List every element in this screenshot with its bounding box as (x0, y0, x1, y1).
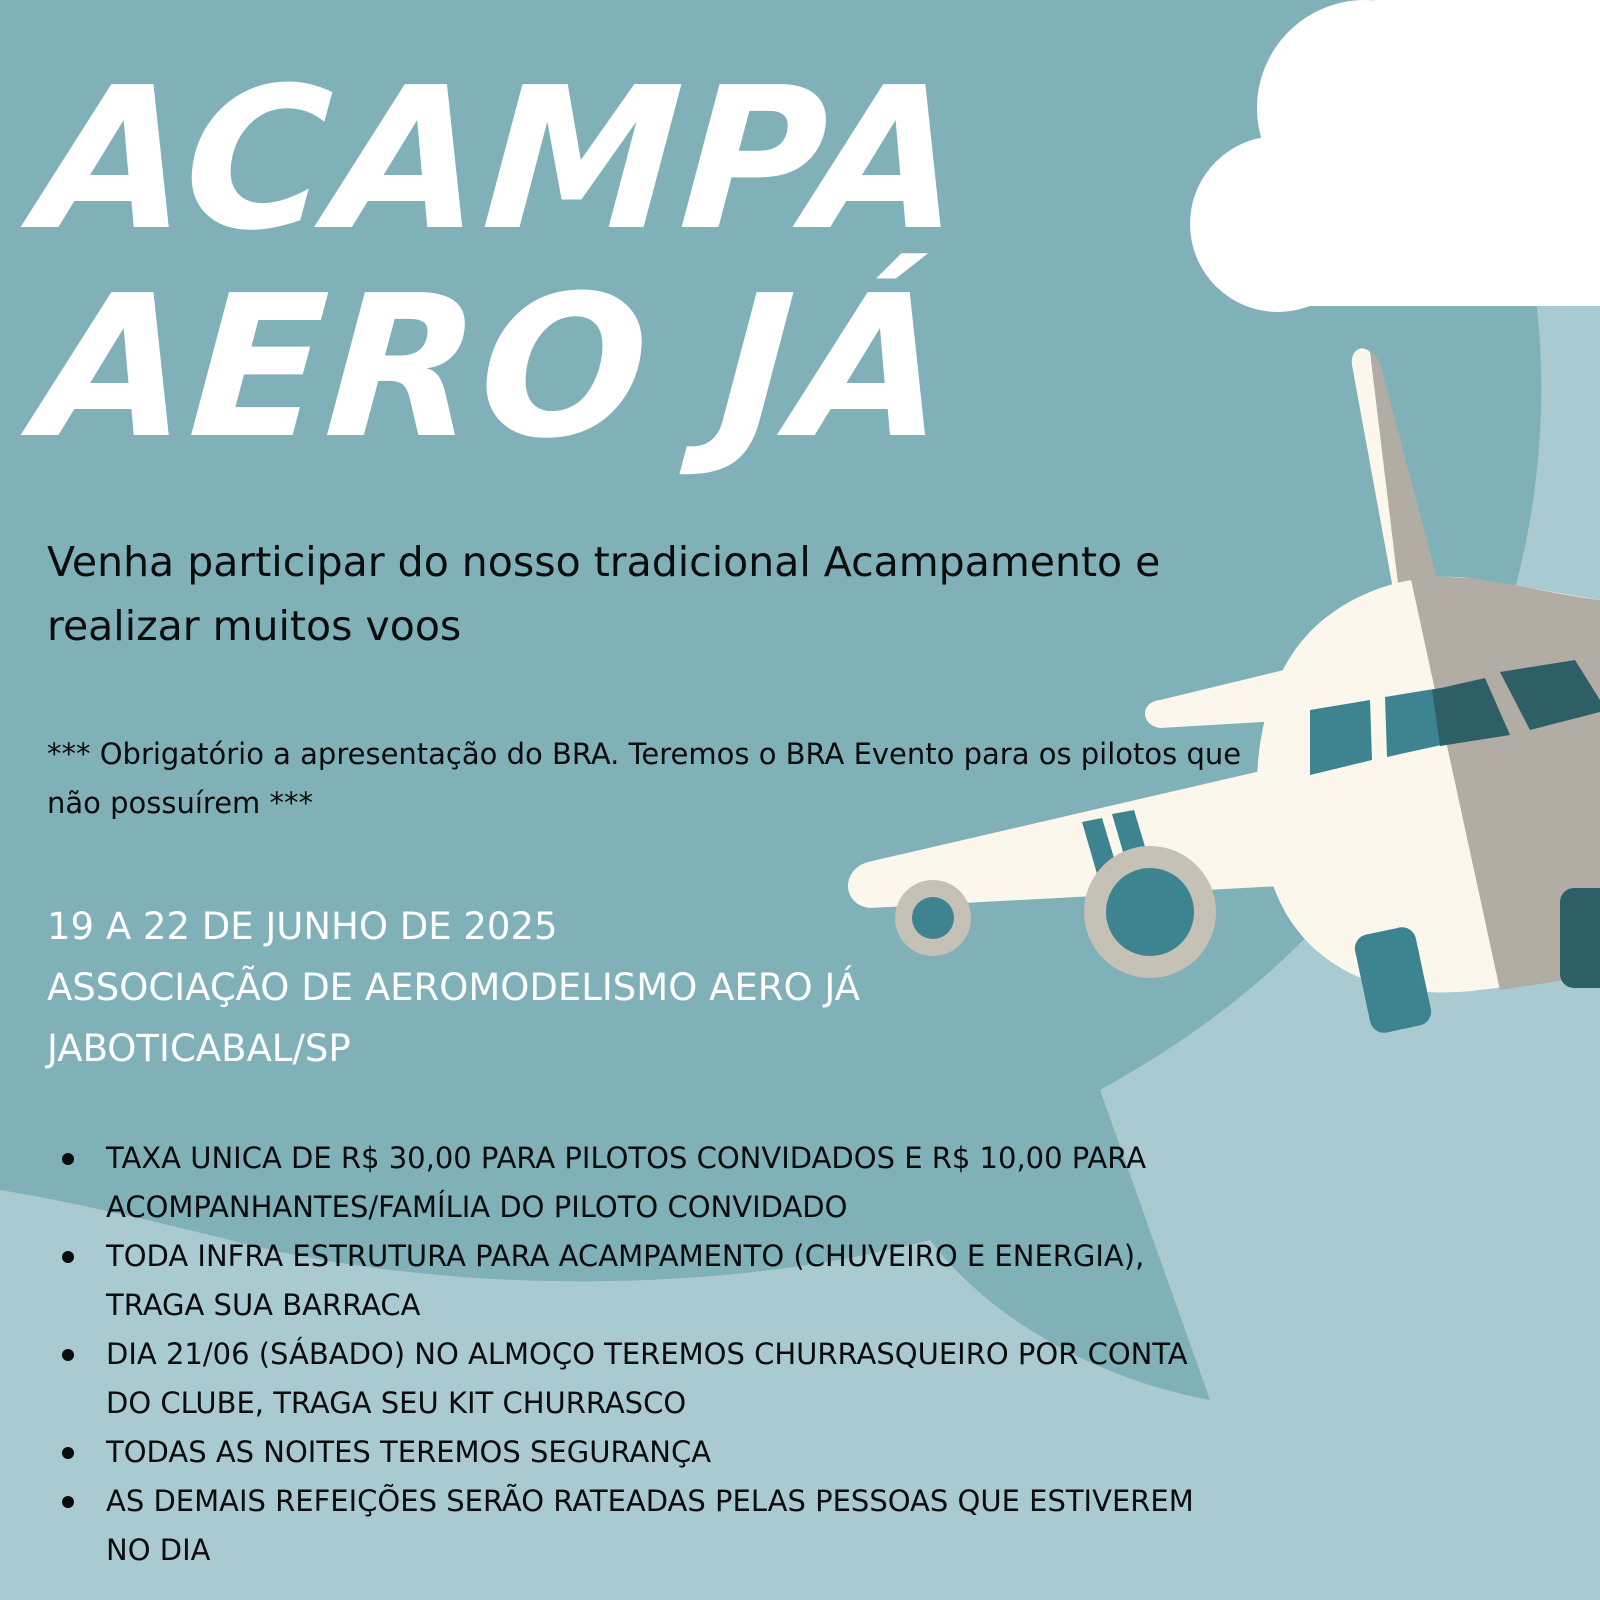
event-date: 19 A 22 DE JUNHO DE 2025 (47, 905, 558, 948)
title-line-1: ACAMPA (30, 46, 972, 274)
list-item: DIA 21/06 (SÁBADO) NO ALMOÇO TEREMOS CHURRASQUEIRO POR CONTA DO CLUBE, TRAGA SEU KIT CHURRASCO (60, 1330, 1220, 1428)
list-item: TODAS AS NOITES TEREMOS SEGURANÇA (60, 1428, 1220, 1477)
list-item: TAXA UNICA DE R$ 30,00 PARA PILOTOS CONVIDADOS E R$ 10,00 PARA ACOMPANHANTES/FAMÍLIA DO PILOTO CONVIDADO (60, 1134, 1220, 1232)
list-item: TODA INFRA ESTRUTURA PARA ACAMPAMENTO (CHUVEIRO E ENERGIA), TRAGA SUA BARRACA (60, 1232, 1220, 1330)
event-city: JABOTICABAL/SP (47, 1027, 351, 1070)
event-info (47, 896, 1147, 1079)
list-item: AS DEMAIS REFEIÇÕES SERÃO RATEADAS PELAS PESSOAS QUE ESTIVEREM NO DIA (60, 1477, 1220, 1575)
info-list (60, 1134, 1220, 1575)
event-venue: ASSOCIAÇÃO DE AEROMODELISMO AERO JÁ (47, 966, 860, 1009)
subtitle: Venha participar do nosso tradicional Acampamento e realizar muitos voos (47, 538, 1161, 650)
title-line-2: AERO JÁ (30, 254, 956, 482)
bra-notice: *** Obrigatório a apresentação do BRA. Teremos o BRA Evento para os pilotos que não possuírem *** (47, 737, 1242, 820)
